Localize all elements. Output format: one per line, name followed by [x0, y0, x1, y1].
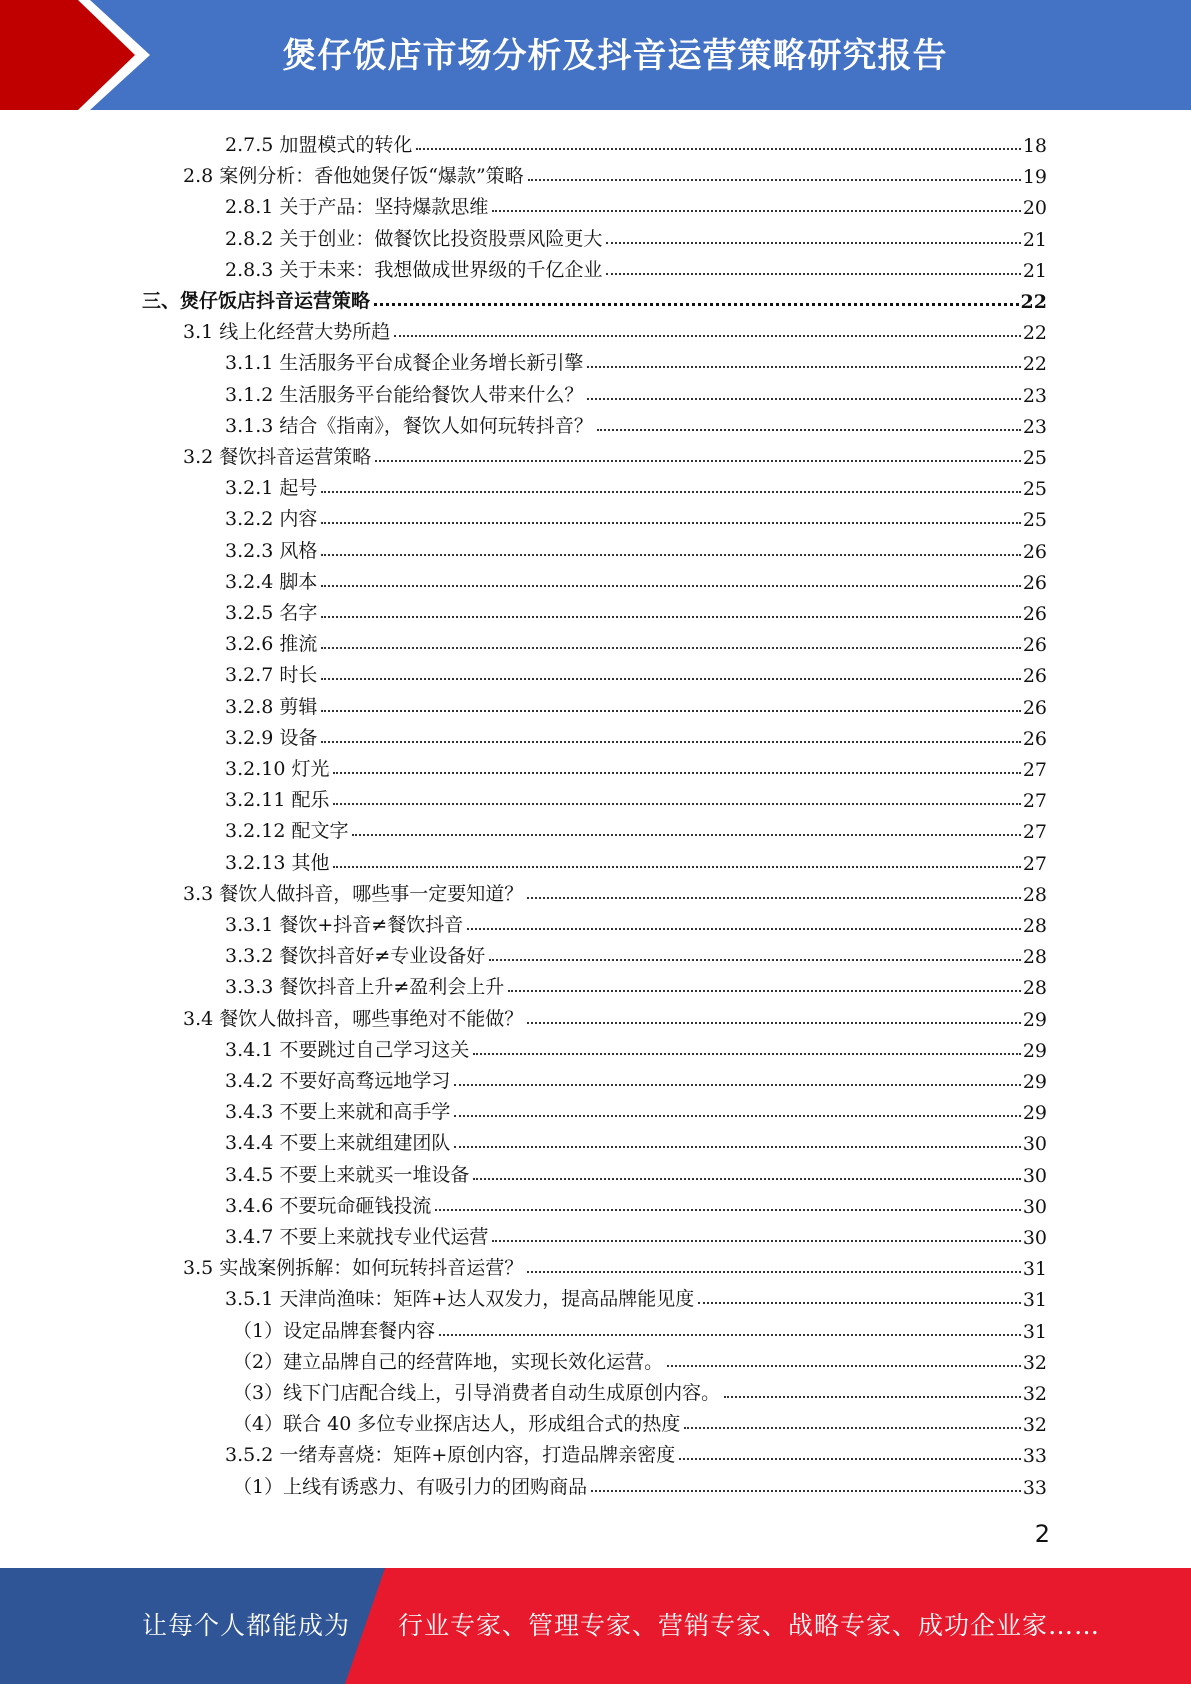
toc-entry-label: 3.2.2 内容 [225, 508, 318, 531]
toc-entry[interactable] [225, 656, 1047, 687]
toc-entry-label: 3.3 餐饮人做抖音，哪些事一定要知道？ [183, 882, 524, 905]
toc-leader-dots [321, 741, 1020, 743]
toc-entry[interactable] [225, 532, 1047, 563]
toc-entry-label: 3.4.2 不要好高骛远地学习 [225, 1070, 451, 1092]
toc-entry-page: 28 [1022, 977, 1047, 1000]
toc-entry[interactable] [225, 126, 1047, 157]
toc-leader-dots [606, 242, 1020, 244]
toc-entry-page: 31 [1022, 1258, 1047, 1281]
toc-leader-dots [591, 1490, 1021, 1492]
toc-entry-page: 22 [1022, 322, 1047, 345]
toc-entry-page: 30 [1022, 1164, 1047, 1187]
toc-entry[interactable] [225, 906, 1047, 937]
toc-entry-page: 33 [1022, 1476, 1047, 1499]
toc-entry-page: 32 [1022, 1414, 1047, 1437]
toc-leader-dots [352, 834, 1020, 836]
toc-entry-page: 26 [1022, 696, 1047, 719]
toc-entry[interactable] [225, 1187, 1047, 1218]
toc-entry[interactable] [225, 1124, 1047, 1155]
toc-entry-label: 2.8.1 关于产品：坚持爆款思维 [225, 196, 489, 219]
toc-entry-label: 3.2.1 起号 [225, 477, 318, 500]
toc-entry[interactable] [225, 1436, 1047, 1467]
toc-entry-label: 3.4.1 不要跳过自己学习这关 [225, 1038, 470, 1061]
toc-entry-label: （4）联合 40 多位专业探店达人，形成组合式的热度 [233, 1413, 681, 1436]
toc-entry-page: 29 [1022, 1102, 1047, 1125]
toc-entry-page: 25 [1022, 478, 1047, 501]
toc-entry-page: 22 [1020, 291, 1047, 313]
toc-leader-dots [333, 772, 1020, 774]
toc-leader-dots [467, 928, 1021, 930]
toc-entry-label: （3）线下门店配合线上，引导消费者自动生成原创内容。 [233, 1382, 721, 1404]
toc-leader-dots [454, 1115, 1020, 1117]
toc-leader-dots [374, 303, 1019, 306]
toc-leader-dots [321, 554, 1020, 556]
toc-entry[interactable] [225, 407, 1047, 438]
toc-entry-page: 21 [1022, 228, 1047, 251]
toc-entry[interactable] [183, 438, 1047, 469]
toc-entry[interactable] [225, 625, 1047, 656]
toc-entry[interactable] [225, 781, 1047, 812]
toc-entry-page: 26 [1022, 540, 1047, 563]
toc-leader-dots [527, 897, 1021, 899]
toc-leader-dots [394, 335, 1021, 337]
toc-entry-page: 27 [1022, 852, 1047, 875]
toc-entry-label: 3.3.2 餐饮抖音好≠专业设备好 [225, 945, 486, 968]
toc-entry-label: 3.2.5 名字 [225, 602, 318, 624]
toc-entry[interactable] [225, 594, 1047, 625]
toc-leader-dots [416, 148, 1020, 150]
toc-entry[interactable] [225, 844, 1047, 875]
toc-entry-label: 三、煲仔饭店抖音运营策略 [142, 290, 371, 312]
toc-leader-dots [321, 616, 1020, 618]
toc-entry-page: 30 [1022, 1227, 1047, 1249]
toc-entry[interactable] [225, 188, 1047, 219]
toc-entry-page: 26 [1022, 665, 1047, 688]
toc-leader-dots [698, 1302, 1021, 1304]
toc-entry[interactable] [233, 1405, 1047, 1436]
toc-entry[interactable] [225, 1156, 1047, 1187]
toc-entry-label: 3.3.1 餐饮+抖音≠餐饮抖音 [225, 914, 464, 936]
toc-entry-label: 3.2.11 配乐 [225, 789, 330, 812]
toc-leader-dots [473, 1178, 1020, 1180]
toc-leader-dots [684, 1427, 1020, 1429]
page-number: 2 [1034, 1520, 1050, 1548]
toc-leader-dots [321, 585, 1020, 587]
toc-leader-dots [321, 710, 1020, 712]
toc-entry[interactable] [225, 719, 1047, 750]
toc-leader-dots [606, 273, 1020, 275]
toc-entry-label: 3.5.1 天津尚渔味：矩阵+达人双发力，提高品牌能见度 [225, 1288, 695, 1311]
toc-entry-label: 2.8.3 关于未来：我想做成世界级的千亿企业 [225, 258, 603, 281]
toc-entry-page: 28 [1022, 915, 1047, 937]
toc-leader-dots [527, 1271, 1021, 1273]
toc-entry-page: 30 [1022, 1195, 1047, 1218]
toc-leader-dots [679, 1458, 1021, 1460]
toc-entry-label: 3.1.2 生活服务平台能给餐饮人带来什么？ [225, 383, 584, 406]
toc-entry-label: 3.1.1 生活服务平台成餐企业务增长新引擎 [225, 352, 584, 375]
toc-entry[interactable] [225, 937, 1047, 968]
page-footer [0, 1568, 1191, 1684]
toc-entry[interactable] [225, 251, 1047, 282]
toc-entry[interactable] [183, 157, 1047, 188]
toc-entry[interactable] [225, 750, 1047, 781]
toc-entry[interactable] [225, 1280, 1047, 1311]
toc-entry[interactable] [183, 1249, 1047, 1280]
toc-entry-page: 29 [1022, 1039, 1047, 1062]
toc-entry-label: 3.4.7 不要上来就找专业代运营 [225, 1226, 489, 1248]
toc-entry-page: 21 [1022, 259, 1047, 282]
toc-entry-label: 3.4.3 不要上来就和高手学 [225, 1101, 451, 1124]
toc-entry[interactable] [225, 563, 1047, 594]
toc-entry[interactable] [225, 500, 1047, 531]
toc-entry-page: 29 [1022, 1008, 1047, 1031]
toc-entry-label: 3.5.2 一绪寿喜烧：矩阵+原创内容，打造品牌亲密度 [225, 1444, 676, 1467]
toc-leader-dots [489, 959, 1021, 961]
toc-entry-page: 26 [1022, 571, 1047, 594]
toc-leader-dots [587, 366, 1020, 368]
toc-entry[interactable] [225, 220, 1047, 251]
toc-entry-label: 3.4.6 不要玩命砸钱投流 [225, 1194, 432, 1217]
toc-leader-dots [375, 460, 1021, 462]
toc-entry-page: 22 [1022, 353, 1047, 376]
toc-entry[interactable] [225, 344, 1047, 375]
toc-entry[interactable] [225, 968, 1047, 999]
toc-entry-page: 29 [1022, 1071, 1047, 1093]
toc-leader-dots [492, 1240, 1020, 1242]
toc-leader-dots [454, 1084, 1020, 1086]
toc-leader-dots [667, 1365, 1021, 1367]
toc-entry[interactable] [225, 1062, 1047, 1093]
toc-leader-dots [597, 429, 1021, 431]
toc-entry[interactable] [225, 376, 1047, 407]
footer-slogan-left: 让每个人都能成为 [142, 1611, 351, 1640]
toc-entry-page: 26 [1022, 603, 1047, 625]
toc-entry-label: 3.5 实战案例拆解：如何玩转抖音运营？ [183, 1257, 524, 1280]
toc-entry[interactable] [142, 282, 1047, 313]
report-title: 煲仔饭店市场分析及抖音运营策略研究报告 [282, 36, 948, 76]
toc-entry[interactable] [225, 1093, 1047, 1124]
toc-entry-label: 3.2.7 时长 [225, 664, 318, 687]
toc-leader-dots [321, 522, 1020, 524]
toc-entry-label: 3.4.5 不要上来就买一堆设备 [225, 1163, 470, 1186]
toc-entry[interactable] [233, 1374, 1047, 1405]
toc-entry[interactable] [183, 875, 1047, 906]
toc-entry[interactable] [225, 1218, 1047, 1249]
toc-leader-dots [527, 1022, 1021, 1024]
toc-entry[interactable] [225, 469, 1047, 500]
toc-entry-label: 2.7.5 加盟模式的转化 [225, 134, 413, 156]
toc-entry-page: 18 [1022, 135, 1047, 157]
footer-slogan-right: 行业专家、管理专家、营销专家、战略专家、成功企业家…… [398, 1611, 1101, 1640]
toc-leader-dots [333, 803, 1020, 805]
toc-entry-label: 3.2.8 剪辑 [225, 695, 318, 718]
toc-leader-dots [321, 678, 1020, 680]
toc-entry-page: 23 [1022, 384, 1047, 407]
toc-entry-label: 3.4 餐饮人做抖音，哪些事绝对不能做？ [183, 1007, 524, 1030]
toc-leader-dots [439, 1334, 1021, 1336]
toc-entry-page: 23 [1022, 415, 1047, 438]
toc-entry-label: 2.8 案例分析：香他她煲仔饭“爆款”策略 [183, 165, 524, 188]
toc-entry-page: 26 [1022, 727, 1047, 750]
toc-entry-label: 3.2 餐饮抖音运营策略 [183, 446, 372, 468]
toc-entry-label: 3.2.9 设备 [225, 726, 318, 749]
toc-leader-dots [528, 179, 1021, 181]
toc-entry-page: 28 [1022, 946, 1047, 969]
toc-entry-page: 31 [1022, 1289, 1047, 1312]
toc-entry[interactable] [225, 812, 1047, 843]
toc-entry[interactable] [233, 1312, 1047, 1343]
toc-entry-label: （1）设定品牌套餐内容 [233, 1319, 436, 1342]
toc-leader-dots [321, 647, 1020, 649]
toc-entry-page: 33 [1022, 1445, 1047, 1468]
toc-entry-label: 3.2.10 灯光 [225, 758, 330, 780]
toc-entry-label: （2）建立品牌自己的经营阵地，实现长效化运营。 [233, 1350, 664, 1373]
toc-entry-page: 30 [1022, 1133, 1047, 1156]
toc-entry[interactable] [183, 1000, 1047, 1031]
toc-entry-label: 2.8.2 关于创业：做餐饮比投资股票风险更大 [225, 227, 603, 250]
toc-entry-label: （1）上线有诱惑力、有吸引力的团购商品 [233, 1475, 588, 1498]
toc-entry-page: 27 [1022, 790, 1047, 813]
toc-entry-page: 27 [1022, 821, 1047, 844]
toc-entry[interactable] [233, 1343, 1047, 1374]
toc-entry-page: 31 [1022, 1320, 1047, 1343]
toc-leader-dots [454, 1146, 1020, 1148]
toc-leader-dots [333, 866, 1020, 868]
page-header [0, 0, 1191, 110]
toc-entry-label: 3.4.4 不要上来就组建团队 [225, 1132, 451, 1155]
toc-entry-page: 25 [1022, 447, 1047, 469]
toc-entry-page: 27 [1022, 759, 1047, 781]
toc-leader-dots [435, 1209, 1020, 1211]
toc-entry[interactable] [225, 688, 1047, 719]
toc-entry-page: 26 [1022, 634, 1047, 657]
toc-entry-label: 3.1.3 结合《指南》，餐饮人如何玩转抖音？ [225, 414, 593, 437]
toc-entry-label: 3.2.13 其他 [225, 851, 330, 874]
toc-entry-page: 28 [1022, 883, 1047, 906]
toc-entry-label: 3.2.6 推流 [225, 633, 318, 656]
toc-entry[interactable] [183, 313, 1047, 344]
toc-entry-label: 3.2.12 配文字 [225, 820, 349, 843]
toc-entry-label: 3.2.3 风格 [225, 539, 318, 562]
toc-entry-page: 20 [1022, 197, 1047, 220]
toc-leader-dots [724, 1396, 1021, 1398]
toc-leader-dots [508, 990, 1021, 992]
toc-leader-dots [492, 210, 1020, 212]
toc-entry-label: 3.3.3 餐饮抖音上升≠盈利会上升 [225, 976, 505, 999]
toc-entry-page: 32 [1022, 1383, 1047, 1405]
toc-entry[interactable] [233, 1468, 1047, 1499]
toc-leader-dots [473, 1053, 1020, 1055]
toc-entry-page: 19 [1022, 166, 1047, 189]
toc-entry-label: 3.2.4 脚本 [225, 570, 318, 593]
toc-entry[interactable] [225, 1031, 1047, 1062]
toc-entry-page: 25 [1022, 509, 1047, 532]
toc-leader-dots [587, 398, 1020, 400]
toc-entry-label: 3.1 线上化经营大势所趋 [183, 321, 391, 344]
toc-leader-dots [321, 491, 1020, 493]
toc-entry-page: 32 [1022, 1351, 1047, 1374]
